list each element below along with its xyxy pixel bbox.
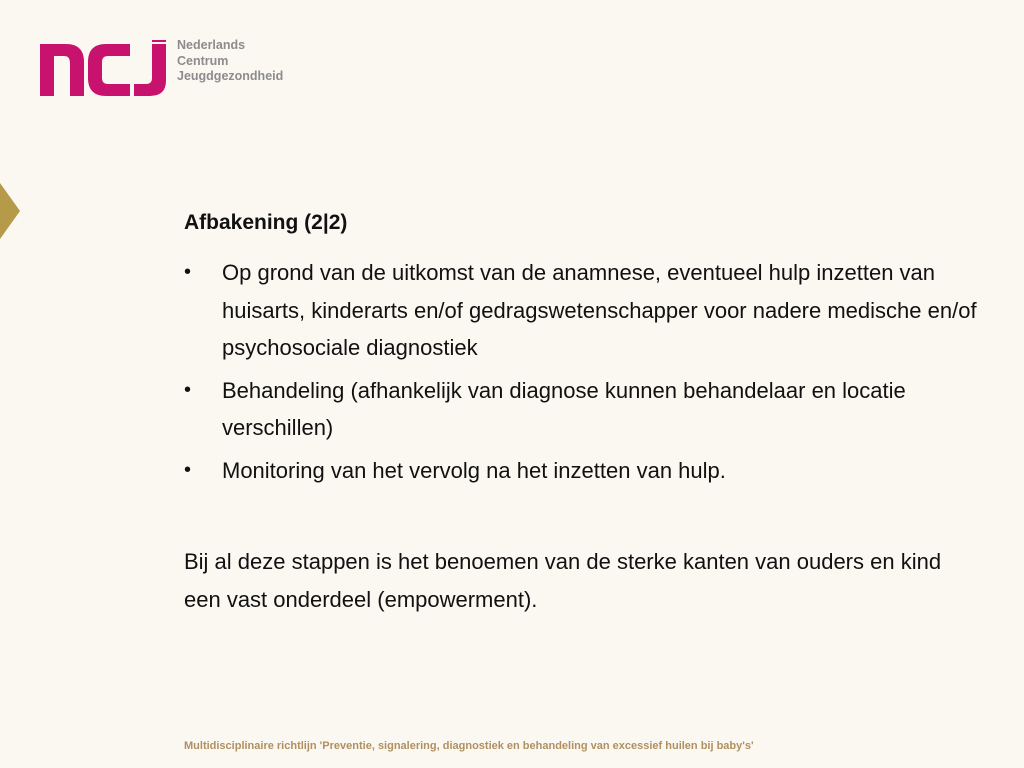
logo-line-3: Jeugdgezondheid — [177, 69, 284, 83]
bullet-text: Op grond van de uitkomst van de anamnese, eventueel hulp inzetten van huisarts, kinderarts en/of gedragswetenschapper voor nadere medische en/of psychosociale diagnostiek — [222, 260, 977, 360]
ncj-logo-text — [177, 38, 283, 85]
bullet-dot: • — [184, 261, 192, 283]
bullet-item — [184, 372, 1002, 447]
logo-line-2: Centrum — [177, 53, 229, 68]
ncj-logo-mark — [40, 40, 168, 96]
triangle-right-icon — [0, 183, 20, 239]
bullet-text: Behandeling (afhankelijk van diagnose kunnen behandelaar en locatie verschillen) — [222, 377, 906, 440]
bullet-dot: • — [184, 458, 192, 481]
logo-line-1: Nederlands — [177, 38, 246, 52]
summary-paragraph: Bij al deze stappen is het benoemen van de sterke kanten van ouders en kind een vast onderdeel (empowerment). — [184, 549, 942, 612]
slide-title: Afbakening (2|2) — [184, 211, 348, 234]
bullet-list — [184, 254, 984, 489]
bullet-item — [184, 452, 1002, 490]
footer-text: Multidisciplinaire richtlijn 'Preventie, signalering, diagnostiek en behandeling van excessief huilen bij baby's' — [184, 740, 754, 752]
bullet-dot: • — [184, 378, 192, 401]
bullet-text: Monitoring van het vervolg na het inzetten van hulp. — [222, 457, 726, 483]
slide-content — [184, 206, 984, 618]
ncj-logo — [40, 38, 300, 98]
bullet-item — [184, 254, 1002, 367]
